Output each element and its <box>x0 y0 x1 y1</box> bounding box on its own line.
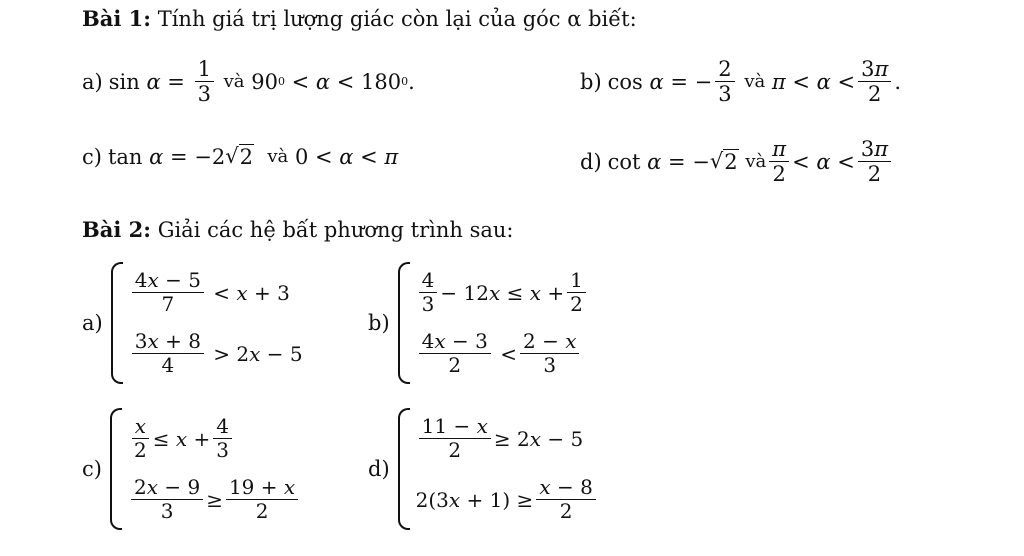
brace-icon <box>398 408 410 530</box>
ineq-2b-1: $\frac{4}{3}$ − 12 x ≤ x + $\frac{1}{2}$ <box>416 270 589 315</box>
frac-1-3: $\frac{1}{3}$ <box>195 58 214 105</box>
brace-icon <box>398 262 410 384</box>
label-2b: b) <box>368 311 390 335</box>
bai2-title-rest: Giải các hệ bất phương trình sau: <box>151 218 514 242</box>
label-2a: a) <box>82 311 103 335</box>
ineq-2a-2: $\frac{3x + 8}{4}$ > 2 x − 5 <box>129 331 303 376</box>
frac-3pi-2-d: $\frac{3\pi}{2}$ <box>858 138 891 185</box>
problem-1b: b) cos α = − $\frac{2}{3}$ và π < α < $\frac{3\pi}{2}$ . <box>580 57 902 107</box>
bai2-title-bold: Bài 2: <box>82 217 152 242</box>
ineq-2c-1: $\frac{x}{2}$ ≤ x + $\frac{4}{3}$ <box>128 416 301 461</box>
system-2b <box>368 262 589 384</box>
bai1-heading <box>82 6 637 31</box>
label-2c: c) <box>82 457 102 481</box>
brace-icon <box>110 408 122 530</box>
system-2c <box>82 408 301 530</box>
problem-1c: c) tan α = −2 √ 2 và 0 < α < π <box>82 144 399 169</box>
label-1c: c) <box>82 144 102 169</box>
ineq-2a-1: $\frac{4x - 5}{7}$ < x + 3 <box>129 270 303 315</box>
ineq-2d-1: $\frac{11 - x}{2}$ ≥ 2 x − 5 <box>416 416 599 461</box>
problem-1d: d) cot α = − √ 2 và $\frac{\pi}{2}$ < α < $\frac{3\pi}{2}$ <box>580 138 894 185</box>
label-2d: d) <box>368 457 390 481</box>
system-2a <box>82 262 303 384</box>
frac-2-3: $\frac{2}{3}$ <box>715 58 734 105</box>
ineq-2b-2: $\frac{4x - 3}{2}$ < $\frac{2 - x}{3}$ <box>416 331 589 376</box>
bai1-title-bold: Bài 1: <box>82 6 152 31</box>
ineq-2d-2: 2(3 x + 1) ≥ $\frac{x - 8}{2}$ <box>416 477 599 522</box>
bai2-heading <box>82 217 513 242</box>
va-1b: và <box>744 71 766 93</box>
va-1d: và <box>745 151 767 173</box>
va-1c: và <box>267 146 289 167</box>
bai1-title-rest: Tính giá trị lượng giác còn lại của góc α biết: <box>151 7 637 31</box>
problem-1a: a) sin α = $\frac{1}{3}$ và 90 0 < α < 180 0 . <box>82 57 415 107</box>
label-1d: d) <box>580 149 602 174</box>
system-2d <box>368 408 599 530</box>
frac-3pi-2: $\frac{3\pi}{2}$ <box>858 58 891 105</box>
frac-pi-2: $\frac{\pi}{2}$ <box>769 138 789 185</box>
va-1a: và <box>223 71 245 93</box>
brace-icon <box>111 262 123 384</box>
label-1a: a) <box>82 69 103 94</box>
label-1b: b) <box>580 69 602 94</box>
ineq-2c-2: $\frac{2x - 9}{3}$ ≥ $\frac{19 + x}{2}$ <box>128 477 301 522</box>
